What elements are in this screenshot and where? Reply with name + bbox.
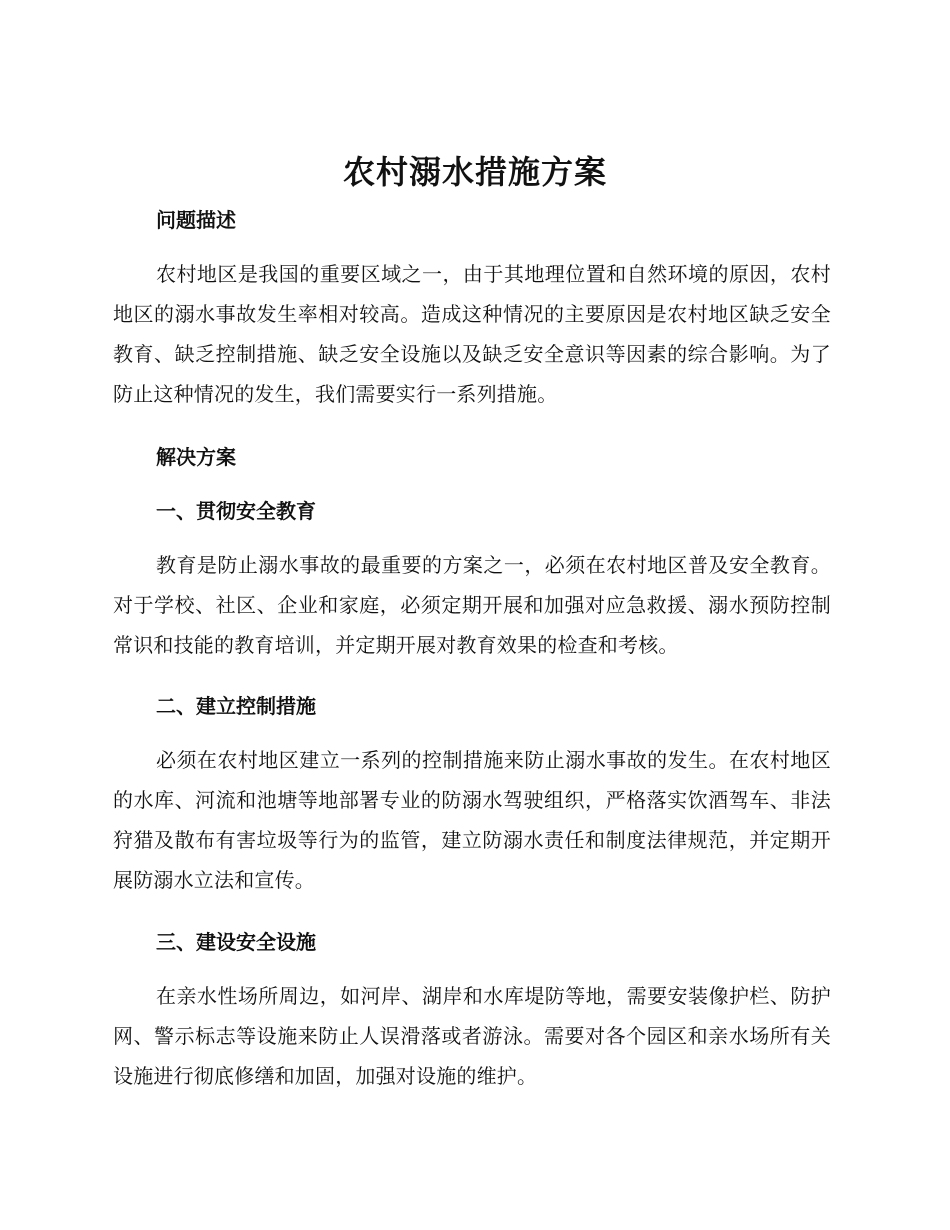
- heading-safety-education: 一、贯彻安全教育: [156, 499, 316, 523]
- heading-solution: 解决方案: [156, 445, 236, 469]
- paragraph-control-measures: 必须在农村地区建立一系列的控制措施来防止溺水事故的发生。在农村地区的水库、河流和池塘等地部署专业的防溺水驾驶组织，严格落实饮酒驾车、非法狩猎及散布有害垃圾等行为的监管，建立防溺水责任和制度法律规范，并定期开展防溺水立法和宣传。: [113, 748, 831, 892]
- document-title: 农村溺水措施方案: [342, 153, 607, 191]
- paragraph-safety-education: 教育是防止溺水事故的最重要的方案之一，必须在农村地区普及安全教育。对于学校、社区、企业和家庭，必须定期开展和加强对应急救援、溺水预防控制常识和技能的教育培训，并定期开展对教育效果的检查和考核。: [113, 553, 831, 657]
- heading-safety-facilities: 三、建设安全设施: [156, 930, 316, 954]
- heading-problem-description: 问题描述: [156, 208, 236, 232]
- paragraph-safety-facilities: 在亲水性场所周边，如河岸、湖岸和水库堤防等地，需要安装像护栏、防护网、警示标志等设施来防止人误滑落或者游泳。需要对各个园区和亲水场所有关设施进行彻底修缮和加固，加强对设施的维护。: [113, 984, 831, 1088]
- paragraph-problem-description: 农村地区是我国的重要区域之一，由于其地理位置和自然环境的原因，农村地区的溺水事故发生率相对较高。造成这种情况的主要原因是农村地区缺乏安全教育、缺乏控制措施、缺乏安全设施以及缺乏安全意识等因素的综合影响。为了防止这种情况的发生，我们需要实行一系列措施。: [113, 262, 831, 406]
- heading-control-measures: 二、建立控制措施: [156, 694, 316, 718]
